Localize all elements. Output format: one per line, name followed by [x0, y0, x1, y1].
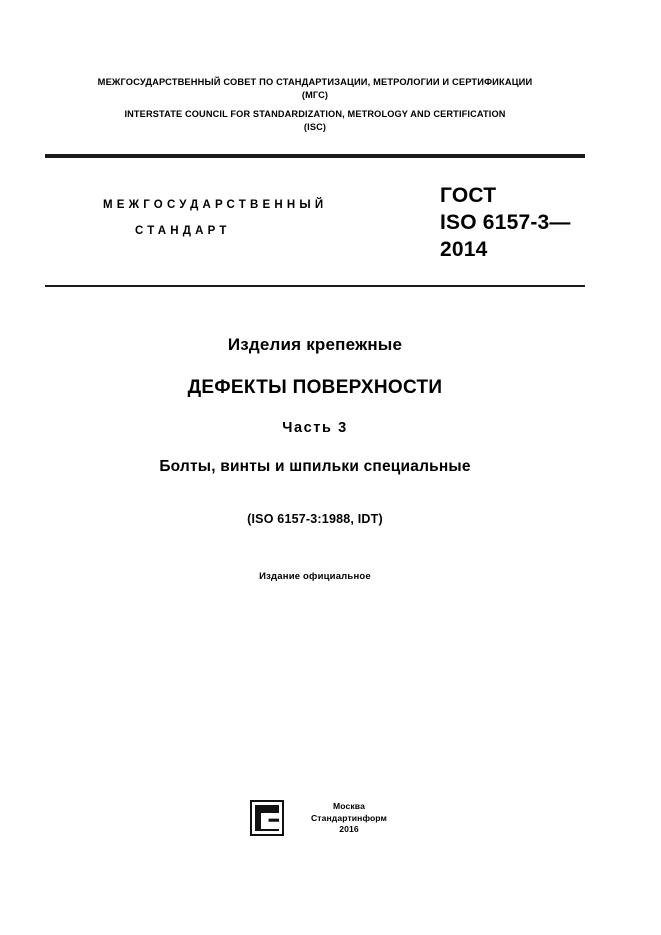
- page-content: [45, 0, 585, 935]
- org-ru-line2: (МГС): [301, 90, 329, 100]
- publisher-text: [294, 801, 404, 836]
- publisher-inner: [250, 795, 410, 855]
- designation-line1: ГОСТ: [440, 184, 497, 207]
- title-part: Часть 3: [282, 420, 348, 436]
- designation-line2: ISO 6157-3—: [440, 211, 571, 234]
- publisher-block: [45, 795, 585, 865]
- divider-top: [45, 154, 585, 158]
- document-title-block: [45, 335, 585, 582]
- publisher-city: Москва: [333, 801, 365, 811]
- designation-line3: 2014: [440, 238, 488, 261]
- publisher-name: Стандартинформ: [311, 812, 387, 823]
- org-ru-line1: МЕЖГОСУДАРСТВЕННЫЙ СОВЕТ ПО СТАНДАРТИЗАЦИИ, МЕТРОЛОГИИ И СЕРТИФИКАЦИИ: [97, 77, 533, 87]
- logo-fill: [255, 805, 279, 831]
- title-line2: ДЕФЕКТЫ ПОВЕРХНОСТИ: [187, 377, 443, 398]
- standard-designation: [440, 182, 600, 263]
- org-en-line2: (ISC): [303, 122, 327, 132]
- standartinform-logo-icon: [250, 800, 284, 836]
- issuing-organization: [45, 76, 585, 134]
- iso-reference: (ISO 6157-3:1988, IDT): [247, 512, 383, 526]
- publisher-year: 2016: [339, 824, 359, 834]
- title-line4: Болты, винты и шпильки специальные: [159, 458, 471, 475]
- standard-header-row: [45, 182, 585, 282]
- divider-bottom: [45, 285, 585, 287]
- standard-type-line2: СТАНДАРТ: [135, 225, 231, 237]
- official-edition-note: Издание официальное: [259, 571, 371, 582]
- logo-glyph: [261, 813, 279, 829]
- title-line1: Изделия крепежные: [227, 335, 403, 354]
- standard-type-line1: МЕЖГОСУДАРСТВЕННЫЙ: [103, 199, 328, 211]
- org-en-line1: INTERSTATE COUNCIL FOR STANDARDIZATION, METROLOGY AND CERTIFICATION: [124, 109, 506, 119]
- standard-type-label: [103, 192, 383, 244]
